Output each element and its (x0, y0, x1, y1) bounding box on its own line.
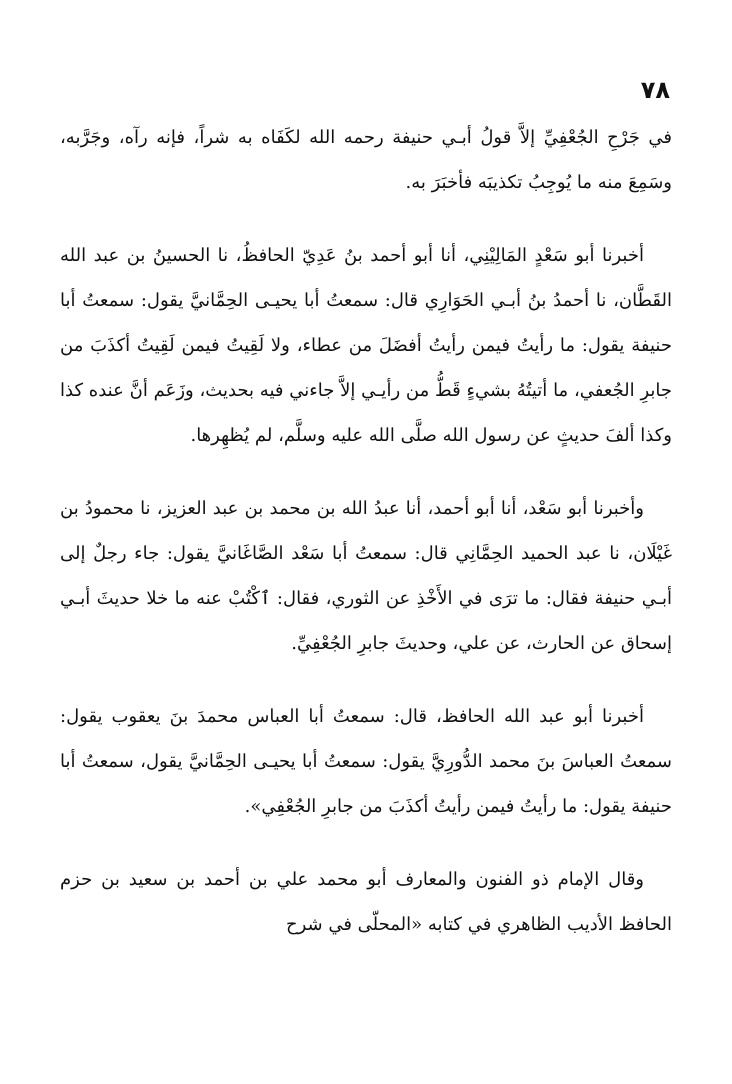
paragraph-malini-narration: أخبرنا أبو سَعْدٍ المَالِيْنِي، أنا أبو أحمد بنُ عَدِيّ الحافظُ، نا الحسينُ بن عبد الله القَطَّان، نا أحمدُ بنُ أبـي الحَوَارِي قال: سمعتُ أبا يحيـى الحِمَّانيَّ يقول: سمعتُ أبا حنيفة يقول: ما رأيتُ فيمن رأيتُ أفضَلَ من عطاء، ولا لَقِيتُ فيمن لَقِيتُ أكذَبَ من جابرِ الجُعفي، ما أتيتُهُ بشيءٍ قَطُّ من رأيـي إلاَّ جاءني فيه بحديث، وزَعَم أنَّ عنده كذا وكذا ألفَ حديثٍ عن رسول الله صلَّى الله عليه وسلَّم، لم يُظهِرها. (60, 245, 672, 446)
paragraph-ibn-hazm: وقال الإمام ذو الفنون والمعارف أبو محمد علي بن أحمد بن سعيد بن حزم الحافظ الأديب الظاهري في كتابه «المحلّى في شرح (60, 869, 672, 935)
page-number: ٧٨ (640, 76, 670, 104)
body-text (60, 115, 672, 975)
paragraph-saghani-narration: وأخبرنا أبو سَعْد، أنا أبو أحمد، أنا عبدُ الله بن محمد بن عبد العزيز، نا محمودُ بن غَيْلَان، نا عبد الحميد الحِمَّانِي قال: سمعتُ أبا سَعْد الصَّاغَانيَّ يقول: جاء رجلٌ إلى أبـي حنيفة فقال: ما ترَى في الأَخْذِ عن الثوري، فقال: ٱكْتُبْ عنه ما خلا حديثَ أبـي إسحاق عن الحارث، عن علي، وحديثَ جابرِ الجُعْفِيِّ. (60, 498, 672, 654)
paragraph-jarh: في جَرْحِ الجُعْفِيِّ إلاَّ قولُ أبـي حنيفة رحمه الله لكَفَاه به شراً، فإنه رآه، وجَرَّبه، وسَمِعَ منه ما يُوجِبُ تكذيبَه فأخبَرَ به. (60, 127, 672, 193)
paragraph-hakim-narration: أخبرنا أبو عبد الله الحافظ، قال: سمعتُ أبا العباس محمدَ بنَ يعقوب يقول: سمعتُ العباسَ بنَ محمد الدُّورِيَّ يقول: سمعتُ أبا يحيـى الحِمَّانيَّ يقول، سمعتُ أبا حنيفة يقول: ما رأيتُ فيمن رأيتُ أكذَبَ من جابرِ الجُعْفِي». (60, 706, 672, 817)
